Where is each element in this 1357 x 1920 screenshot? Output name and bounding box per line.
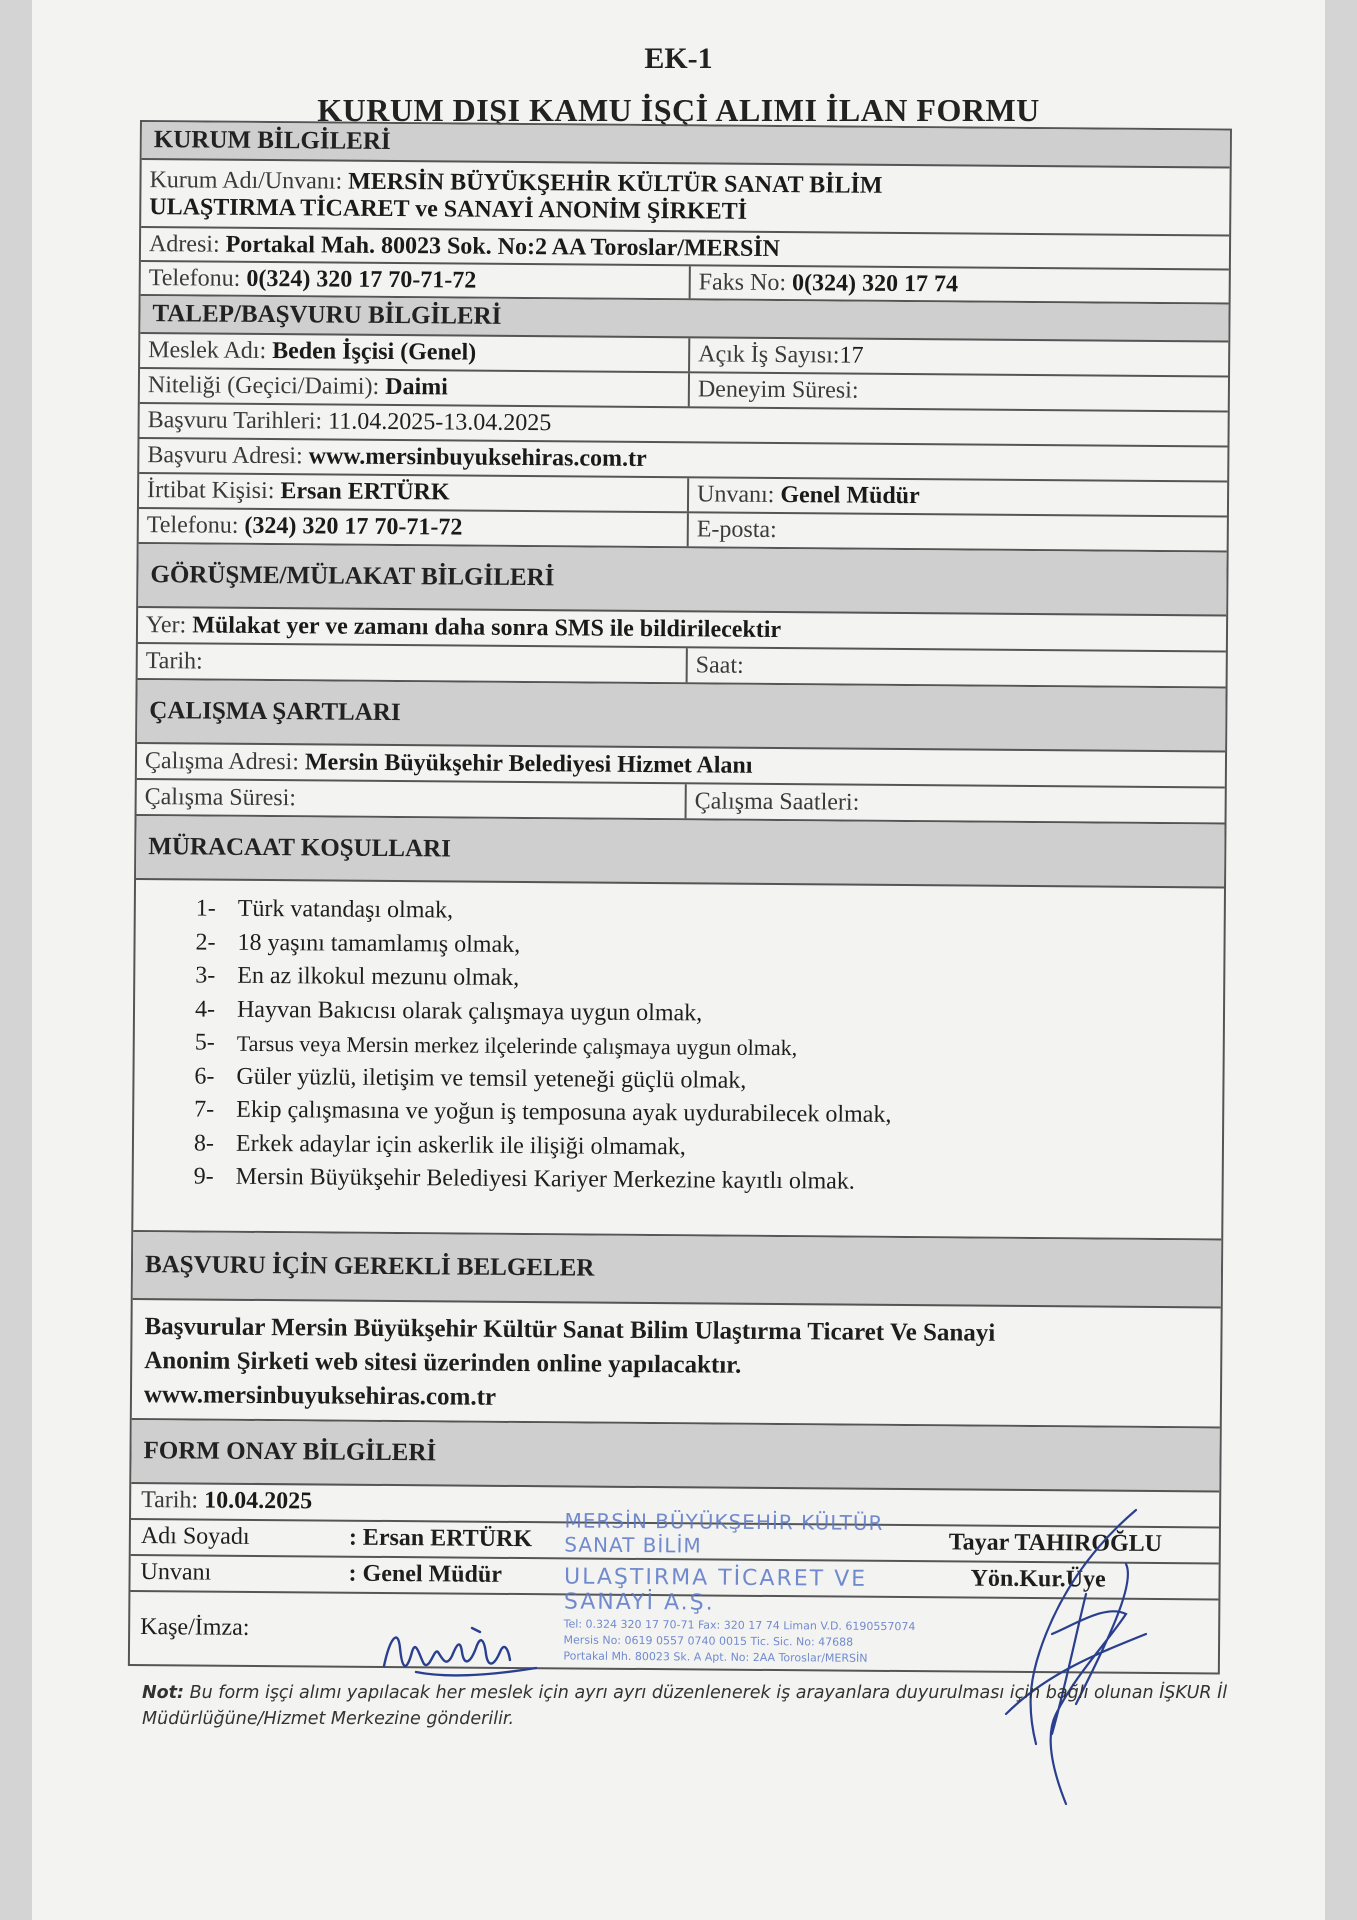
application-website-link[interactable]: www.mersinbuyuksehiras.com.tr: [308, 443, 647, 472]
condition-number: 4-: [194, 996, 216, 1023]
condition-text: En az ilkokul mezunu olmak,: [237, 963, 520, 992]
stamp-line3: Tel: 0.324 320 17 70-71 Fax: 320 17 74 Liman V.D. 6190557074: [563, 1617, 916, 1634]
condition-number: 8-: [193, 1130, 215, 1157]
institution-phone: 0(324) 320 17 70-71-72: [246, 265, 477, 294]
annex-label: EK-1: [644, 42, 713, 75]
work-address-value: Mersin Büyükşehir Belediyesi Hizmet Alanı: [304, 748, 753, 779]
openings-value: 17: [839, 342, 864, 369]
interview-time-label: Saat:: [695, 651, 744, 679]
work-duration-label: Çalışma Süresi:: [144, 783, 297, 811]
condition-number: 6-: [194, 1063, 215, 1090]
approval-name-label: Adı Soyadı: [140, 1523, 250, 1550]
institution-name-line2: ULAŞTIRMA TİCARET ve SANAYİ ANONİM ŞİRKETİ: [149, 194, 748, 225]
approval-name2-value: Tayar TAHIROĞLU: [948, 1529, 1163, 1558]
contact-title-label: Unvanı:: [696, 481, 775, 508]
section-working-conditions: ÇALIŞMA ŞARTLARI: [137, 680, 1225, 753]
approval-title-value: : Genel Müdür: [348, 1560, 503, 1588]
institution-name-cell: [141, 160, 1229, 235]
condition-text: Ekip çalışmasına ve yoğun iş temposuna ayak uydurabilecek olmak,: [236, 1097, 892, 1129]
note-label: Not:: [142, 1683, 185, 1703]
condition-text: Güler yüzlü, iletişim ve temsil yeteneği güçlü olmak,: [236, 1063, 747, 1094]
form-title: KURUM DIŞI KAMU İŞÇİ ALIMI İLAN FORMU: [317, 92, 1040, 128]
section-approval: FORM ONAY BİLGİLERİ: [131, 1419, 1219, 1492]
institution-phone-label: Telefonu:: [148, 264, 241, 292]
institution-address-label: Adresi:: [148, 230, 220, 258]
contact-label: İrtibat Kişisi:: [146, 477, 275, 505]
signature-ersan-erturk: [376, 1608, 546, 1688]
documents-website-link[interactable]: www.mersinbuyuksehiras.com.tr: [143, 1380, 497, 1411]
condition-number: 9-: [193, 1163, 214, 1190]
institution-name-label: Kurum Adı/Unvanı:: [149, 167, 343, 195]
footer-note: [142, 1680, 1242, 1732]
experience-label: Deneyim Süresi:: [697, 376, 859, 404]
stamp-line1: MERSİN BÜYÜKŞEHİR KÜLTÜR SANAT BİLİM: [564, 1508, 884, 1558]
note-text: Bu form işçi alımı yapılacak her meslek için ayrı ayrı düzenlenerek iş arayanlara duyurulması için bağlı olunan İŞKUR İl Müdürlüğüne/Hizmet Merkezine gönderilir.: [142, 1683, 1228, 1729]
seal-label: Kaşe/İmza:: [140, 1614, 250, 1641]
section-interview: GÖRÜŞME/MÜLAKAT BİLGİLERİ: [138, 544, 1226, 617]
documents-line1: Başvurular Mersin Büyükşehir Kültür Sanat Bilim Ulaştırma Ticaret Ve Sanayi: [144, 1312, 996, 1347]
approval-title-label: Unvanı: [140, 1559, 212, 1586]
job-posting-form: [128, 120, 1232, 1674]
employment-type-label: Niteliği (Geçici/Daimi):: [147, 372, 380, 400]
application-address-label: Başvuru Adresi:: [147, 442, 303, 470]
openings-label: Açık İş Sayısı:: [698, 341, 840, 369]
interview-date-label: Tarih:: [145, 647, 203, 675]
condition-item: [194, 1160, 1222, 1202]
documents-line2: Anonim Şirketi web sitesi üzerinden online yapılacaktır.: [144, 1346, 742, 1379]
stamp-line2: ULAŞTIRMA TİCARET VE SANAYİ A.Ş.: [563, 1564, 868, 1616]
email-label: E-posta:: [696, 516, 777, 544]
section-conditions: MÜRACAAT KOŞULLARI: [136, 816, 1224, 889]
employment-type-value: Daimi: [385, 373, 448, 401]
condition-text: Hayvan Bakıcısı olarak çalışmaya uygun olmak,: [236, 996, 703, 1027]
section-documents: BAŞVURU İÇİN GEREKLİ BELGELER: [133, 1231, 1222, 1308]
stamp-line4: Mersis No: 0619 0557 0740 0015 Tic. Sic. No: 47688: [563, 1633, 854, 1649]
approval-name-value: : Ersan ERTÜRK: [348, 1524, 533, 1553]
condition-number: 3-: [195, 962, 216, 989]
institution-fax-label: Faks No:: [698, 268, 787, 296]
condition-number: 1-: [195, 895, 216, 922]
condition-number: 5-: [194, 1029, 215, 1056]
application-dates-label: Başvuru Tarihleri:: [147, 407, 323, 435]
condition-text: Mersin Büyükşehir Belediyesi Kariyer Merkezine kayıtlı olmak.: [235, 1164, 855, 1195]
interview-place-label: Yer:: [145, 611, 187, 638]
application-dates-value: 11.04.2025-13.04.2025: [328, 408, 552, 437]
section-application: TALEP/BAŞVURU BİLGİLERİ: [140, 296, 1228, 343]
condition-text: Türk vatandaşı olmak,: [237, 896, 454, 924]
contact-phone-label: Telefonu:: [146, 512, 239, 539]
approval-date-label: Tarih:: [141, 1487, 199, 1514]
documents-text: [132, 1299, 1221, 1428]
work-address-label: Çalışma Adresi:: [144, 747, 300, 775]
institution-fax: 0(324) 320 17 74: [791, 269, 959, 297]
company-stamp: [563, 1508, 954, 1665]
occupation-value: Beden İşçisi (Genel): [272, 338, 477, 366]
occupation-label: Meslek Adı:: [148, 337, 267, 364]
contact-value: Ersan ERTÜRK: [280, 478, 450, 506]
contact-phone-value: (324) 320 17 70-71-72: [244, 512, 463, 541]
condition-text: 18 yaşını tamamlamış olmak,: [237, 929, 521, 958]
approval-title2-value: Yön.Kur.Üye: [970, 1565, 1106, 1593]
interview-place-value: Mülakat yer ve zamanı daha sonra SMS ile bildirilecektir: [192, 611, 782, 643]
conditions-list: [133, 880, 1224, 1240]
approval-date-value: 10.04.2025: [204, 1487, 313, 1515]
condition-number: 2-: [195, 929, 216, 956]
condition-number: 7-: [194, 1096, 215, 1123]
condition-text: Tarsus veya Mersin merkez ilçelerinde çalışmaya uygun olmak,: [236, 1030, 798, 1060]
signature-tayar-tahiroglu: [986, 1504, 1196, 1824]
stamp-line5: Portakal Mh. 80023 Sk. A Apt. No: 2AA Toroslar/MERSİN: [563, 1649, 868, 1665]
section-institution: KURUM BİLGİLERİ: [142, 122, 1230, 169]
institution-address: Portakal Mah. 80023 Sok. No:2 AA Toroslar/MERSİN: [225, 231, 781, 262]
condition-text: Erkek adaylar için askerlik ile ilişiği olmamak,: [235, 1130, 686, 1161]
work-hours-label: Çalışma Saatleri:: [694, 787, 860, 816]
institution-name-line1: MERSİN BÜYÜKŞEHİR KÜLTÜR SANAT BİLİM: [348, 168, 883, 199]
contact-title-value: Genel Müdür: [780, 482, 920, 510]
institution-name-row: [141, 160, 1230, 237]
